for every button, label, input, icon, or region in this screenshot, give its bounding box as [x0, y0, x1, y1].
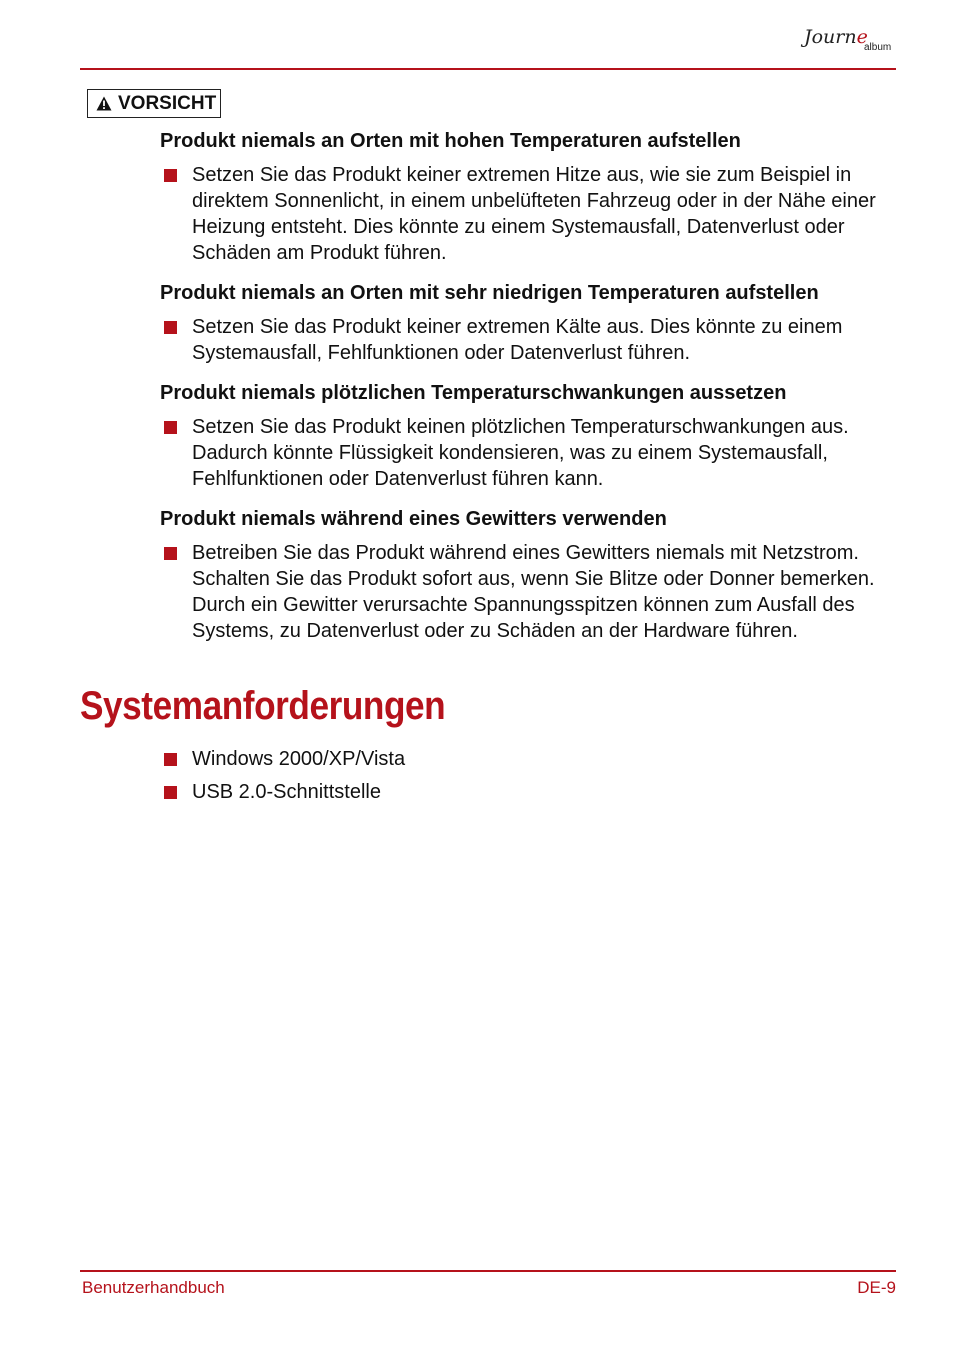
bullet-text: Setzen Sie das Produkt keinen plötzlichen Temperaturschwankungen aus. Dadurch könnte Flüssigkeit kondensieren, was zu einem Systemausfall, Fehlfunktionen oder Datenverlust führen kann. [192, 416, 849, 490]
logo-script-text: Journ [804, 26, 857, 48]
bullet-item [160, 314, 900, 366]
caution-sections [160, 128, 900, 658]
bullet-square-icon [164, 786, 177, 799]
bullet-square-icon [164, 421, 177, 434]
requirement-text: Windows 2000/XP/Vista [192, 748, 406, 770]
section-bullets [160, 162, 900, 266]
section-bullets [160, 414, 900, 492]
logo-sub-text: album [864, 42, 892, 53]
bullet-square-icon [164, 753, 177, 766]
bullet-square-icon [164, 547, 177, 560]
section-heading: Produkt niemals an Orten mit sehr niedrigen Temperaturen aufstellen [160, 282, 819, 304]
bullet-item [160, 162, 900, 266]
footer-manual-title: Benutzerhandbuch [82, 1278, 225, 1297]
bullet-square-icon [164, 321, 177, 334]
caution-text: VORSICHT [118, 92, 217, 114]
logo-script-accent: e [856, 26, 868, 48]
requirement-item [160, 746, 900, 772]
warning-triangle-icon [96, 96, 112, 111]
section-bullets [160, 540, 900, 644]
section-bullets [160, 314, 900, 366]
bullet-text: Betreiben Sie das Produkt während eines Gewitters niemals mit Netzstrom. Schalten Sie das Produkt sofort aus, wenn Sie Blitze oder Donner bemerken. Durch ein Gewitter verursachte Spannungsspitzen können zum Ausfall des Systems, zu Datenverlust oder zu Schäden an der Hardware führen. [192, 542, 875, 642]
system-requirements-title: Systemanforderungen [80, 684, 446, 728]
section-heading: Produkt niemals während eines Gewitters verwenden [160, 508, 667, 530]
requirement-text: USB 2.0-Schnittstelle [192, 781, 381, 803]
bullet-square-icon [164, 169, 177, 182]
bullet-text: Setzen Sie das Produkt keiner extremen Kälte aus. Dies könnte zu einem Systemausfall, Fehlfunktionen oder Datenverlust führen. [192, 316, 843, 364]
bullet-item [160, 414, 900, 492]
footer-rule [80, 1270, 896, 1272]
header-rule [80, 68, 896, 70]
section-heading: Produkt niemals an Orten mit hohen Temperaturen aufstellen [160, 130, 741, 152]
page-number: DE-9 [857, 1278, 896, 1297]
caution-label [87, 89, 221, 118]
section-heading: Produkt niemals plötzlichen Temperaturschwankungen aussetzen [160, 382, 787, 404]
bullet-item [160, 540, 900, 644]
journe-album-logo [804, 20, 900, 60]
requirements-list [160, 746, 900, 812]
requirement-item [160, 779, 900, 805]
bullet-text: Setzen Sie das Produkt keiner extremen Hitze aus, wie sie zum Beispiel in direktem Sonnenlicht, in einem unbelüfteten Fahrzeug oder in der Nähe einer Heizung entsteht. Dies könnte zu einem Systemausfall, Datenverlust oder Schäden am Produkt führen. [192, 164, 876, 264]
